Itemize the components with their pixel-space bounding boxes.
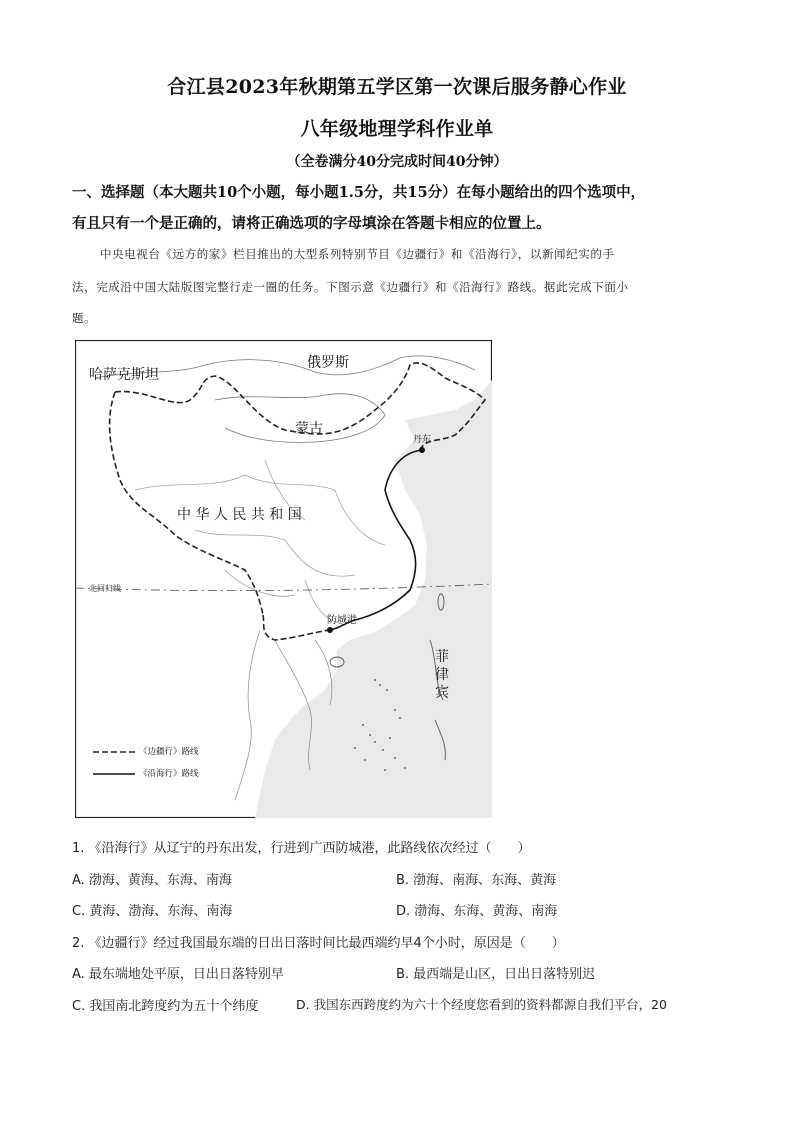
intro-line1: 中央电视台《远方的家》栏目推出的大型系列特别节目《边疆行》和《沿海行》，以新闻纪实的手 (100, 247, 615, 261)
fangchenggang-point (327, 627, 333, 633)
question-1-option-a[interactable]: A. 渤海、黄海、东海、南海 (72, 873, 232, 888)
section-instruction-line1: 一、选择题（本大题共10个小题，每小题1.5分，共15分）在每小题给出的四个选项中， (72, 184, 646, 201)
intro-line2: 法，完成沿中国大陆版图完整行走一圈的任务。下图示意《边疆行》和《沿海行》路线。据此完成下面小 (72, 280, 629, 294)
label-mongolia: 蒙古 (295, 421, 323, 437)
label-dandong: 丹东 (413, 435, 432, 445)
dandong-point (419, 447, 425, 453)
page-subtitle: 八年级地理学科作业单 (300, 118, 494, 140)
legend-coast-route: 《沿海行》路线 (139, 769, 199, 779)
label-china: 中 华 人 民 共 和 国 (177, 507, 302, 523)
question-2-stem: 2. 《边疆行》经过我国最东端的日出日落时间比最西端约早4个小时，原因是（ ） (72, 936, 565, 951)
question-1-option-c[interactable]: C. 黄海、渤海、东海、南海 (72, 904, 233, 919)
label-philippines: 菲 律 宾 (435, 649, 449, 701)
question-2-option-d[interactable]: D. 我国东西跨度约为六十个经度您看到的资料都源自我们平台，20 (296, 997, 667, 1012)
question-2-option-c[interactable]: C. 我国南北跨度约为五十个纬度 (72, 999, 259, 1014)
question-1-stem: 1. 《沿海行》从辽宁的丹东出发，行进到广西防城港，此路线依次经过（ ） (72, 841, 531, 856)
intro-line3: 题。 (72, 311, 97, 325)
legend-border-route: 《边疆行》路线 (139, 747, 199, 757)
question-2-option-a[interactable]: A. 最东端地处平原，日出日落特别早 (72, 967, 284, 982)
route-map (75, 340, 492, 818)
page-title: 合江县2023年秋期第五学区第一次课后服务静心作业 (167, 76, 627, 98)
score-note: （全卷满分40分完成时间40分钟） (286, 154, 508, 170)
question-1-option-b[interactable]: B. 渤海、南海、东海、黄海 (396, 873, 557, 888)
question-1-option-d[interactable]: D. 渤海、东海、黄海、南海 (396, 904, 558, 919)
label-kazakhstan: 哈萨克斯坦 (89, 367, 159, 383)
label-russia: 俄罗斯 (307, 355, 349, 371)
label-fangchenggang: 防城港 (327, 615, 357, 626)
question-2-option-b[interactable]: B. 最西端是山区，日出日落特别迟 (396, 967, 596, 982)
section-instruction-line2: 有且只有一个是正确的，请将正确选项的字母填涂在答题卡相应的位置上。 (72, 215, 551, 232)
label-tropic-of-cancer: 北回归线 (89, 584, 121, 593)
